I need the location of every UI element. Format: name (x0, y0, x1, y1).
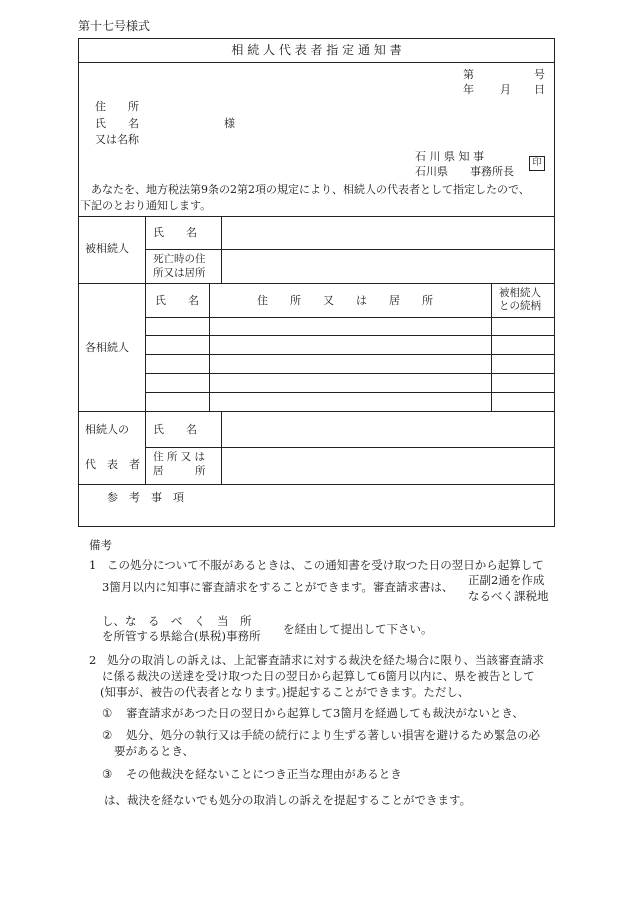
notice-text-line2: 下記のとおり通知します。 (80, 199, 212, 212)
day-label: 日 (534, 83, 545, 96)
month-label: 月 (500, 83, 511, 96)
remark-2-sub2-number: ② (102, 728, 113, 742)
heirs-row-divider-3 (145, 373, 554, 374)
remark-1-line2: 3箇月以内に知事に審査請求をすることができます。審査請求書は、 (102, 580, 454, 594)
remark-2-sub2-line2: 要があるとき、 (114, 744, 195, 758)
decedent-name-label: 氏 名 (153, 226, 197, 239)
header-divider (79, 216, 554, 217)
heirs-row-divider-2 (145, 354, 554, 355)
decedent-address-label-1: 死亡時の住 (153, 253, 206, 265)
addressee-or-name-label: 又は名称 (95, 133, 139, 146)
remark-1-line1: この処分について不服があるときは、この通知書を受け取つた日の翌日から起算して (107, 558, 544, 572)
heirs-col-relation-1: 被相続人 (499, 287, 541, 299)
decedent-bottom-divider (79, 283, 554, 284)
form-frame (78, 38, 555, 527)
form-title: 相 続 人 代 表 者 指 定 通 知 書 (231, 43, 402, 57)
heirs-row-divider-1 (145, 335, 554, 336)
remark-2-sub3-number: ③ (102, 767, 113, 781)
heirs-col-relation-2: との続柄 (499, 300, 541, 312)
notice-text-line1: あなたを、地方税法第9条の2第2項の規定により、相続人の代表者として指定したので、 (91, 183, 530, 196)
remark-1-line4: を所管する県総合(県税)事務所 (102, 629, 261, 643)
heirs-row-divider-4 (145, 392, 554, 393)
heirs-col-name: 氏 名 (155, 294, 199, 307)
decedent-row-divider (145, 249, 554, 250)
rep-bottom-divider (79, 484, 554, 485)
rep-label-1: 相続人の (85, 423, 129, 436)
remark-2-number: 2 (89, 653, 97, 667)
form-number: 第十七号様式 (78, 19, 151, 33)
decedent-section-label: 被相続人 (85, 242, 129, 255)
issuer-office-head: 石川県 事務所長 (415, 165, 514, 178)
number-suffix: 号 (534, 68, 545, 81)
rep-address-label-1: 住 所 又 は (153, 451, 206, 463)
rep-row-divider (145, 447, 554, 448)
title-divider (79, 62, 554, 63)
addressee-address-label: 住 所 (95, 100, 139, 113)
rep-label-2: 代 表 者 (85, 458, 140, 471)
heirs-col-address: 住 所 又 は 居 所 (257, 294, 433, 307)
remark-1-line3: し、な る べ く 当 所 (102, 614, 252, 628)
remark-2-line3: (知事が、被告の代表者となります。)提起することができます。ただし、 (100, 685, 470, 699)
addressee-honorific: 様 (224, 117, 235, 130)
remark-2-sub3: その他裁決を経ないことにつき正当な理由があるとき (126, 767, 402, 781)
heirs-section-label: 各相続人 (85, 341, 129, 354)
remark-2-sub1-number: ① (102, 706, 113, 720)
addressee-name-label: 氏 名 (95, 117, 139, 130)
remark-1-aside1: 正副2通を作成 (468, 573, 545, 587)
year-label: 年 (463, 83, 474, 96)
remarks-heading: 備考 (89, 538, 112, 552)
rep-name-label: 氏 名 (153, 423, 197, 436)
number-label: 第 (463, 68, 474, 81)
reference-label: 参 考 事 項 (107, 491, 184, 504)
remark-2-line2: に係る裁決の送達を受け取つた日の翌日から起算して6箇月以内に、県を被告として (102, 669, 535, 683)
issuer-governor: 石 川 県 知 事 (415, 150, 484, 163)
remark-2-closing: は、裁決を経ないでも処分の取消しの訴えを提起することができます。 (104, 793, 472, 807)
decedent-address-label-2: 所又は居所 (153, 267, 206, 279)
remark-1-aside2: なるべく課税地 (468, 589, 549, 603)
remark-2-line1: 処分の取消しの訴えは、上記審査請求に対する裁決を経た場合に限り、当該審査請求 (107, 653, 544, 667)
seal-stamp: 印 (529, 156, 545, 171)
remark-1-line4-suffix: を経由して提出して下さい。 (283, 622, 433, 636)
rep-address-label-2: 居 所 (153, 465, 206, 477)
remark-2-sub1: 審査請求があつた日の翌日から起算して3箇月を経過しても裁決がないとき、 (126, 706, 524, 720)
heirs-bottom-divider (79, 411, 554, 412)
remark-1-number: 1 (89, 558, 97, 572)
remark-2-sub2-line1: 処分、処分の執行又は手続の続行により生ずる著しい損害を避けるため緊急の必 (126, 728, 540, 742)
heirs-header-divider (145, 317, 554, 318)
